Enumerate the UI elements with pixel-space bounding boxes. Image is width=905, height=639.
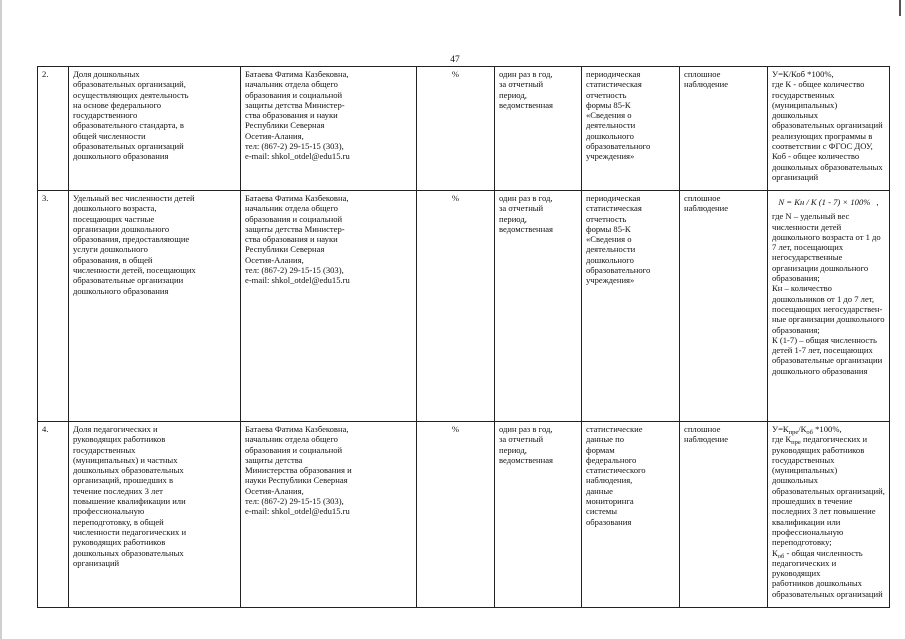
- responsible-person: Батаева Фатима Казбековна, начальник отдела общего образования и социальной защиты детства Министер- ства образования и науки Республики Северная Осетия-Алания, тел: (867-2) 29-15-15 (303), e-mail: shkol_otdel@edu15.ru: [241, 191, 417, 422]
- data-source: периодическая статистическая отчетность формы 85-К «Сведения о деятельности дошкольного образовательного учреждения»: [582, 191, 680, 422]
- indicator-name: Доля дошкольных образовательных организаций, осуществляющих деятельность на основе федерального государственного образовательного стандарта, в общей численности образовательных организаций дошкольного образования: [69, 67, 241, 191]
- unit-of-measure: %: [417, 191, 495, 422]
- data-source: статистические данные по формам федерального статистического наблюдения, данные мониторинга системы образования: [582, 422, 680, 608]
- data-source: периодическая статистическая отчетность формы 85-К «Сведения о деятельности дошкольного образовательного учреждения»: [582, 67, 680, 191]
- collection-frequency: один раз в год, за отчетный период, ведомственная: [495, 422, 582, 608]
- observation-method: сплошное наблюдение: [680, 422, 768, 608]
- unit-of-measure: %: [417, 67, 495, 191]
- formula-expression: N = Kн / K (1 - 7) × 100% ,: [778, 197, 879, 207]
- formula-description-end: педагогических и руководящих работников дошкольных образовательных организаций: [772, 557, 883, 599]
- responsible-person: Батаева Фатима Казбековна, начальник отдела общего образования и социальной защиты детства Министерства образования и науки Республики Северная Осетия-Алания, тел: (867-2) 29-15-15 (303), e-mail: shkol_otdel@edu15.ru: [241, 422, 417, 608]
- table-row: [38, 422, 890, 608]
- formula-variable-kpre: где $К_{пре}$ педагогических и: [772, 434, 868, 447]
- row-number: 3.: [38, 191, 69, 422]
- indicator-name: Доля педагогических и руководящих работников государственных (муниципальных) и частных дошкольных образовательных организаций, прошедших в течение последних 3 лет повышение квалификации или профессиональную переподготовку, в общей численности педагогических и руководящих работников дошкольных образовательных организаций: [69, 422, 241, 608]
- formula-description: где N – удельный вес численности детей дошкольного возраста от 1 до 7 лет, посещающих негосударственные организации дошкольного образования; Кн – количество дошкольников от 1 до 7 лет, посещающих негосударствен- ные организации дошкольного образования; К (1-7) – общая численность детей 1-7 лет, посещающих образовательные организации дошкольного образования: [772, 211, 885, 376]
- row-number: 4.: [38, 422, 69, 608]
- unit-of-measure: %: [417, 422, 495, 608]
- calculation-formula: [768, 191, 890, 422]
- responsible-person: Батаева Фатима Казбековна, начальник отдела общего образования и социальной защиты детства Министер- ства образования и науки Республики Северная Осетия-Алания, тел: (867-2) 29-15-15 (303), e-mail: shkol_otdel@edu15.ru: [241, 67, 417, 191]
- row-number: 2.: [38, 67, 69, 191]
- scan-edge: [0, 0, 2, 639]
- formula-variable-kob: $К_{об}$ - общая численность: [772, 547, 863, 560]
- collection-frequency: один раз в год, за отчетный период, ведомственная: [495, 67, 582, 191]
- table-row: [38, 67, 890, 191]
- table-row: [38, 191, 890, 422]
- formula-description: руководящих работников государственных (муниципальных) дошкольных образовательных организаций, прошедших в течение последних 3 лет повышение квалификации или профессиональную переподготовку;: [772, 444, 885, 548]
- calculation-formula: У=К/Коб *100%, где К - общее количество государственных (муниципальных) дошкольных образовательных организаций реализующих программы в соответствии с ФГОС ДОУ, Коб - общее количество дошкольных образовательных организаций: [768, 67, 890, 191]
- formula-expression: $У=К_{пре}/К_{об}$ *100%,: [772, 424, 842, 436]
- indicator-name: Удельный вес численности детей дошкольного возраста, посещающих частные организации дошкольного образования, предоставляющие услуги дошкольного образования, в общей численности детей, посещающих образовательные организации дошкольного образования: [69, 191, 241, 422]
- calculation-formula: [768, 422, 890, 608]
- collection-frequency: один раз в год, за отчетный период, ведомственная: [495, 191, 582, 422]
- page-number: 47: [450, 55, 460, 65]
- observation-method: сплошное наблюдение: [680, 191, 768, 422]
- indicators-table: [37, 66, 890, 608]
- observation-method: сплошное наблюдение: [680, 67, 768, 191]
- scan-corner-mark: [899, 0, 901, 16]
